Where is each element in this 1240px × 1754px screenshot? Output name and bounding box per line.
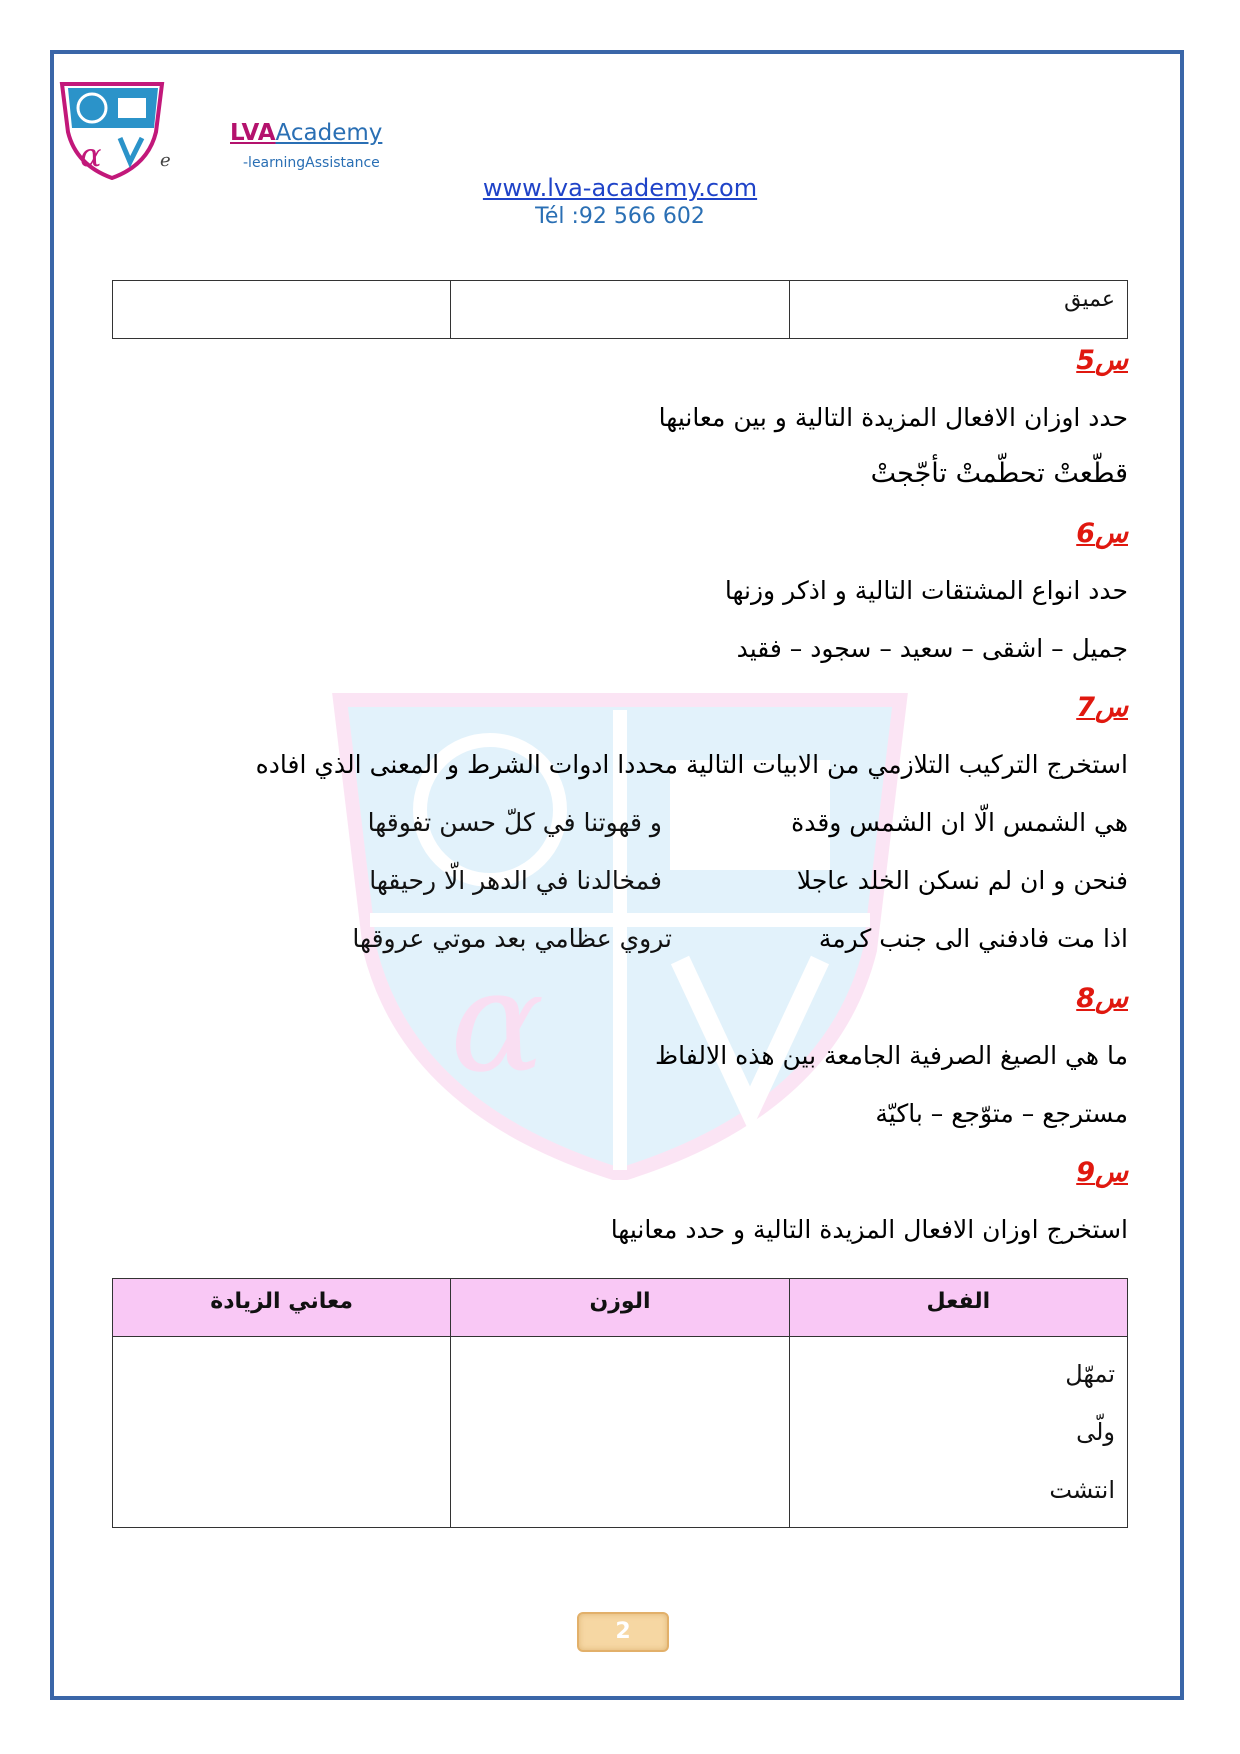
table-cell: عميق [789,281,1127,339]
pattern-cell [451,1337,789,1528]
verse-2-second: فمخالدنا في الدهر الّا رحيقها [369,866,662,895]
lva-logo-icon [58,80,168,180]
verse-1-second: و قهوتنا في كلّ حسن تفوقها [367,808,662,837]
verse-2-first: فنحن و ان لم نسكن الخلد عاجلا [796,866,1128,895]
verb-item: انتشت [1049,1476,1115,1504]
header-pattern: الوزن [451,1279,789,1337]
meaning-cell [113,1337,451,1528]
question-9-prompt: استخرج اوزان الافعال المزيدة التالية و حدد معانيها [610,1215,1128,1244]
header-verb: الفعل [789,1279,1127,1337]
svg-text:α: α [450,941,545,1104]
page-number-badge: 2 [577,1612,669,1652]
question-7-prompt: استخرج التركيب التلازمي من الابيات التالية محددا ادوات الشرط و المعنى الذي افاده [255,750,1128,779]
question-6-label: س6 [1076,518,1128,549]
question-9-label: س9 [1076,1157,1128,1188]
question-8-words: مسترجع – متوّجع – باكيّة [875,1099,1128,1128]
verbs-cell [789,1337,1127,1528]
top-table [112,280,1128,339]
brand-academy: Academy [275,120,383,146]
logo-e-letter: e [160,150,171,171]
table-cell [451,281,789,339]
verse-3-second: تروي عظامي بعد موتي عروقها [352,924,672,953]
verse-3-first: اذا مت فادفني الى جنب كرمة [818,924,1128,953]
table-header-row [113,1279,1128,1337]
verb-item: ولّى [1076,1418,1115,1446]
table-row [113,281,1128,339]
question-5-prompt: حدد اوزان الافعال المزيدة التالية و بين معانيها [658,403,1128,432]
website-link[interactable]: www.lva-academy.com [482,174,758,202]
header-meaning: معاني الزيادة [113,1279,451,1337]
tagline: -learningAssistance [243,155,380,171]
question-8-label: س8 [1076,983,1128,1014]
question-5-label: س5 [1076,345,1128,376]
table-row [113,1337,1128,1528]
question-8-prompt: ما هي الصيغ الصرفية الجامعة بين هذه الالفاظ [655,1041,1128,1070]
svg-text:α: α [80,136,102,174]
verb-item: تمهّل [1065,1360,1115,1388]
phone-number: Tél :92 566 602 [535,204,705,229]
brand-lva: LVA [230,120,276,146]
question-7-label: س7 [1076,692,1128,723]
question-6-prompt: حدد انواع المشتقات التالية و اذكر وزنها [724,576,1128,605]
question-5-words: قطّعتْ تحطّمتْ تأجّجتْ [870,458,1128,489]
brand-name [230,120,382,146]
table-cell [113,281,451,339]
verbs-table [112,1278,1128,1528]
verse-1-first: هي الشمس الّا ان الشمس وقدة [791,808,1128,837]
question-6-words: جميل – اشقى – سعيد – سجود – فقيد [736,634,1128,663]
